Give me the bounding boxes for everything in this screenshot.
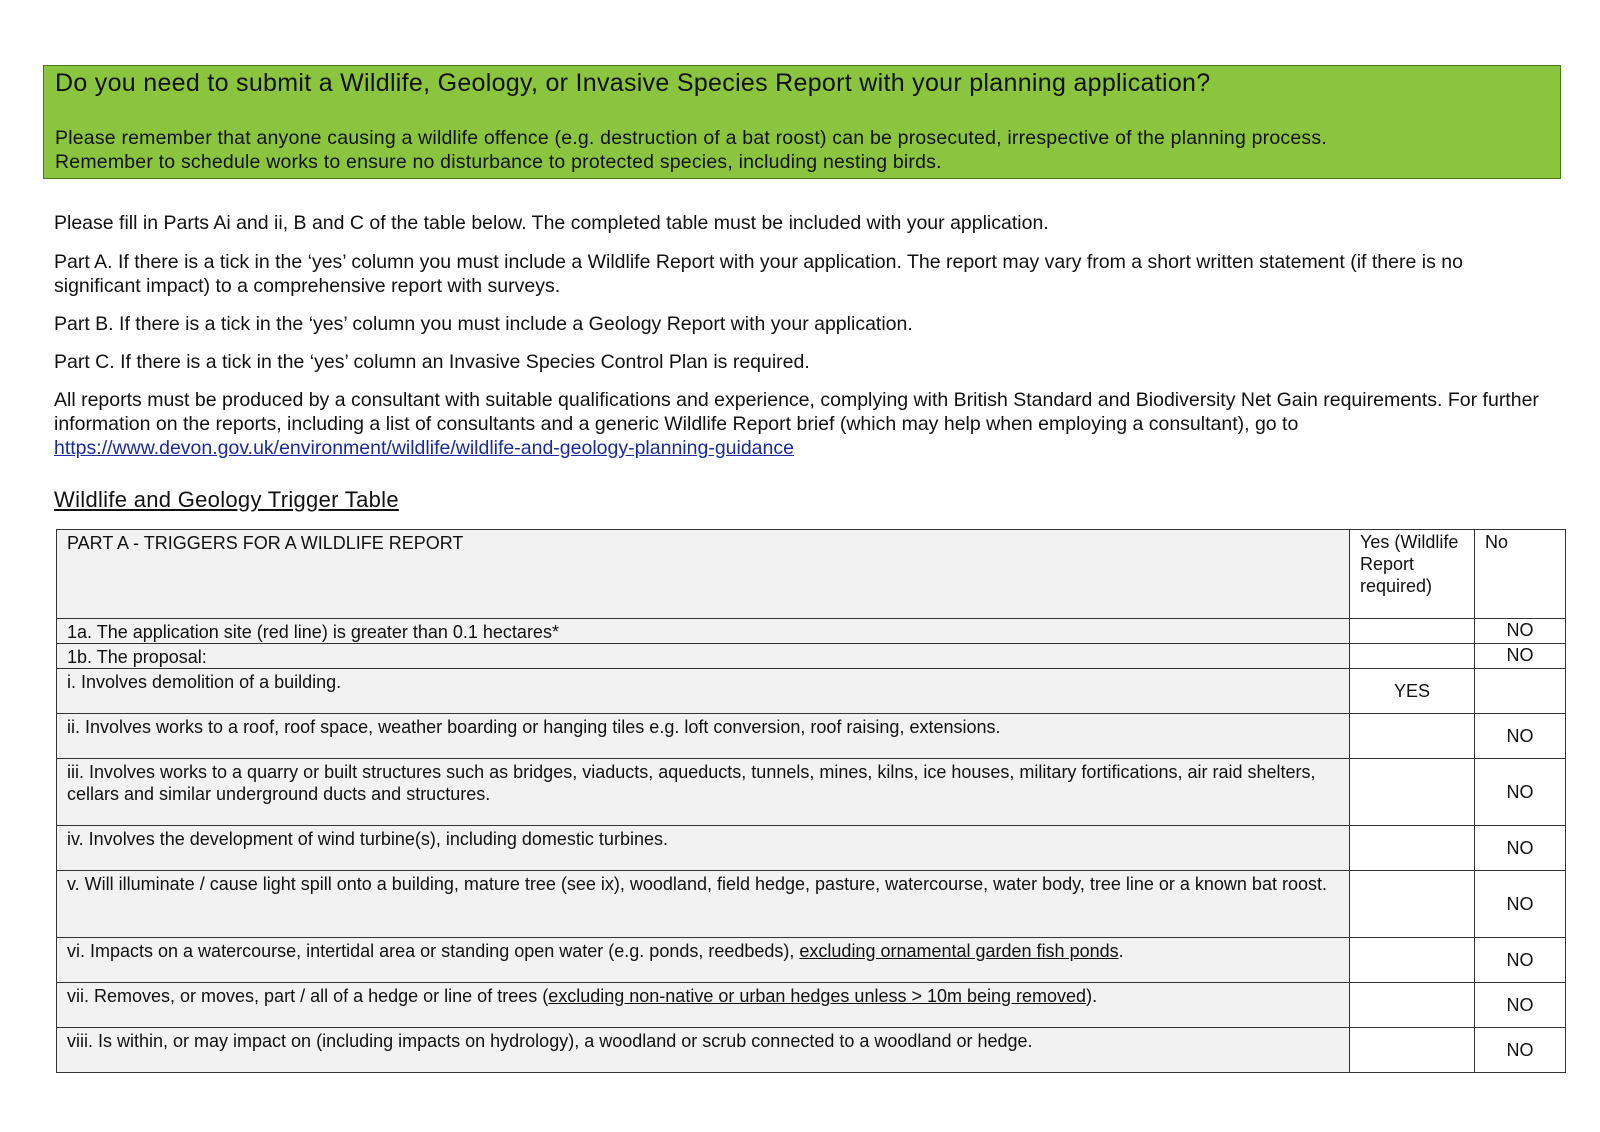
row-vii-no[interactable]: NO — [1475, 983, 1566, 1028]
row-1b-yes[interactable] — [1350, 644, 1475, 669]
row-1b-text: 1b. The proposal: — [57, 644, 1350, 669]
guidance-link[interactable]: https://www.devon.gov.uk/environment/wildlife/wildlife-and-geology-planning-guidance — [54, 437, 794, 459]
header-no-cell: No — [1475, 530, 1566, 619]
row-1a-text: 1a. The application site (red line) is greater than 0.1 hectares* — [57, 619, 1350, 644]
table-row — [57, 759, 1566, 826]
banner-note-line-1: Please remember that anyone causing a wildlife offence (e.g. destruction of a bat roost) can be prosecuted, irrespective of the planning process. — [55, 127, 1327, 149]
row-iv-text: iv. Involves the development of wind turbine(s), including domestic turbines. — [57, 826, 1350, 871]
row-iii-text: iii. Involves works to a quarry or built structures such as bridges, viaducts, aqueducts, tunnels, mines, kilns, ice houses, military fortifications, air raid shelters, cellars and similar underground ducts and structures. — [57, 759, 1350, 826]
row-vi-yes[interactable] — [1350, 938, 1475, 983]
table-row — [57, 983, 1566, 1028]
row-vii-yes[interactable] — [1350, 983, 1475, 1028]
row-viii-text: viii. Is within, or may impact on (including impacts on hydrology), a woodland or scrub connected to a woodland or hedge. — [57, 1028, 1350, 1073]
intro-fill-in: Please fill in Parts Ai and ii, B and C of the table below. The completed table must be included with your application. — [54, 212, 1049, 234]
guidance-banner — [43, 65, 1561, 179]
row-v-yes[interactable] — [1350, 871, 1475, 938]
row-viii-no[interactable]: NO — [1475, 1028, 1566, 1073]
row-vii-text-pre: vii. Removes, or moves, part / all of a hedge or line of trees ( — [67, 986, 549, 1006]
row-iii-no[interactable]: NO — [1475, 759, 1566, 826]
row-iv-yes[interactable] — [1350, 826, 1475, 871]
row-vii-text-underlined: excluding non-native or urban hedges unless > 10m being removed — [548, 986, 1087, 1006]
trigger-table — [56, 529, 1566, 1073]
table-row — [57, 871, 1566, 938]
row-ii-yes[interactable] — [1350, 714, 1475, 759]
table-row — [57, 938, 1566, 983]
row-1a-no[interactable]: NO — [1475, 619, 1566, 644]
row-vi-text-post: . — [1118, 941, 1124, 961]
row-vi-no[interactable]: NO — [1475, 938, 1566, 983]
row-ii-text: ii. Involves works to a roof, roof space, weather boarding or hanging tiles e.g. loft conversion, roof raising, extensions. — [57, 714, 1350, 759]
table-row — [57, 714, 1566, 759]
row-vi-text — [57, 938, 1350, 983]
row-v-no[interactable]: NO — [1475, 871, 1566, 938]
table-row — [57, 826, 1566, 871]
row-iii-yes[interactable] — [1350, 759, 1475, 826]
row-1b-no[interactable]: NO — [1475, 644, 1566, 669]
row-i-no[interactable] — [1475, 669, 1566, 714]
intro-part-a: Part A. If there is a tick in the ‘yes’ column you must include a Wildlife Report with your application. The report may vary from a short written statement (if there is no significant impact) to a comprehensive report with surveys. — [54, 251, 1463, 297]
row-ii-no[interactable]: NO — [1475, 714, 1566, 759]
table-heading: Wildlife and Geology Trigger Table — [54, 487, 399, 512]
header-yes-cell: Yes (Wildlife Report required) — [1350, 530, 1475, 619]
intro-part-c: Part C. If there is a tick in the ‘yes’ column an Invasive Species Control Plan is required. — [54, 351, 810, 373]
table-row — [57, 619, 1566, 644]
table-header-row — [57, 530, 1566, 619]
banner-note — [55, 126, 1327, 174]
row-vi-text-underlined: excluding ornamental garden fish ponds — [799, 941, 1119, 961]
row-vii-text — [57, 983, 1350, 1028]
row-vii-text-post: ). — [1086, 986, 1098, 1006]
banner-note-line-2: Remember to schedule works to ensure no disturbance to protected species, including nesting birds. — [55, 151, 942, 173]
row-iv-no[interactable]: NO — [1475, 826, 1566, 871]
row-v-text: v. Will illuminate / cause light spill onto a building, mature tree (see ix), woodland, field hedge, pasture, watercourse, water body, tree line or a known bat roost. — [57, 871, 1350, 938]
table-row — [57, 1028, 1566, 1073]
intro-part-b: Part B. If there is a tick in the ‘yes’ column you must include a Geology Report with your application. — [54, 313, 913, 335]
row-1a-yes[interactable] — [1350, 619, 1475, 644]
banner-title: Do you need to submit a Wildlife, Geology, or Invasive Species Report with your planning application? — [55, 69, 1211, 97]
intro-reports — [54, 388, 1554, 460]
row-i-text: i. Involves demolition of a building. — [57, 669, 1350, 714]
intro-reports-text: All reports must be produced by a consultant with suitable qualifications and experience, complying with British Standard and Biodiversity Net Gain requirements. For further information on the reports, including a list of consultants and a generic Wildlife Report brief (which may help when employing a consultant), go to — [54, 389, 1539, 435]
row-vi-text-pre: vi. Impacts on a watercourse, intertidal area or standing open water (e.g. ponds, reedbeds), — [67, 941, 800, 961]
table-row — [57, 669, 1566, 714]
row-i-yes[interactable]: YES — [1350, 669, 1475, 714]
table-row — [57, 644, 1566, 669]
header-part-cell: PART A - TRIGGERS FOR A WILDLIFE REPORT — [57, 530, 1350, 619]
row-viii-yes[interactable] — [1350, 1028, 1475, 1073]
